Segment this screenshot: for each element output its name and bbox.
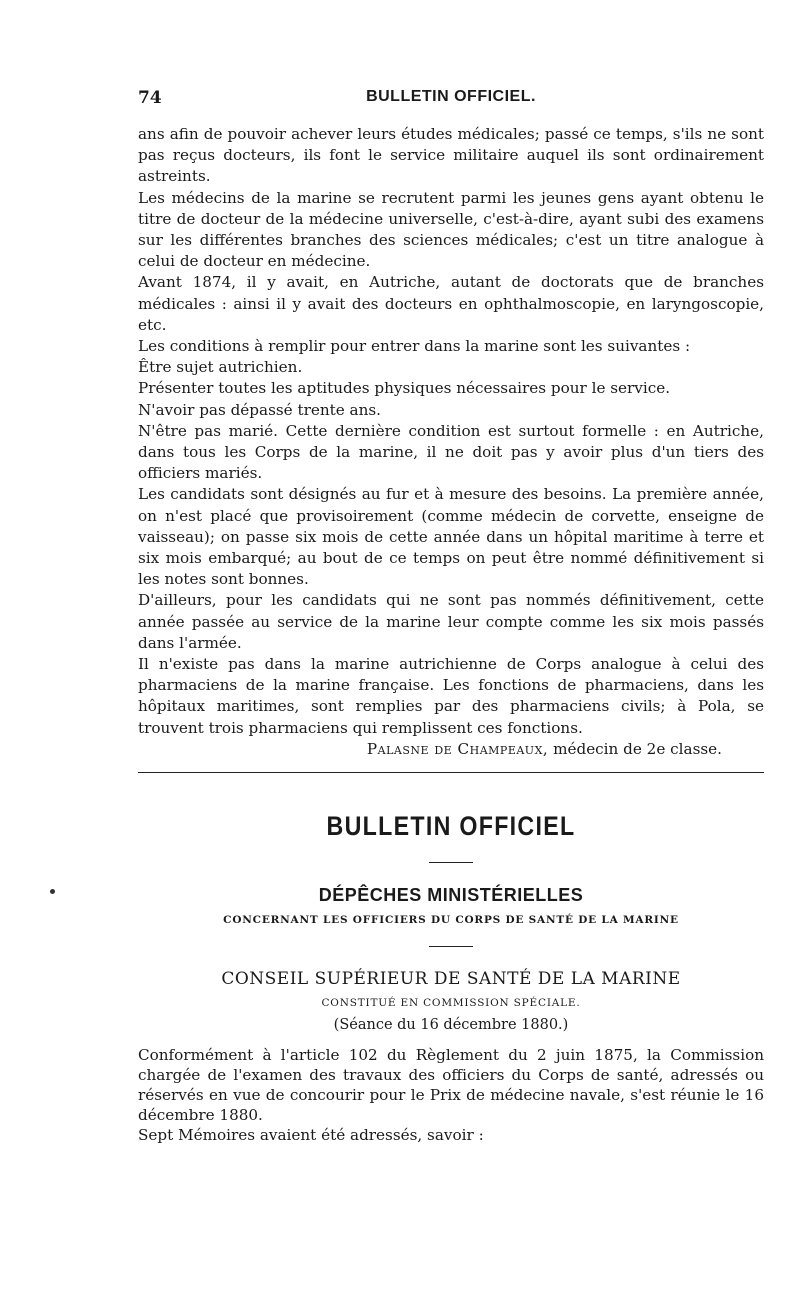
running-header (138, 88, 764, 114)
paragraph: Il n'existe pas dans la marine autrichienne de Corps analogue à celui des pharmaciens de la marine française. Les fonctions de pharmaciens, dans les hôpitaux maritimes, sont remplies par des pharmaciens civils; à Pola, se trouvent trois pharmaciens qui remplissent ces fonctions. (138, 655, 764, 737)
paragraph: Être sujet autrichien. (138, 358, 303, 377)
paragraph: Conformément à l'article 102 du Règlement du 2 juin 1875, la Commission chargée de l'examen des travaux des officiers du Corps de santé, adressés ou réservés en vue de concourir pour le Prix de médecine navale, s'est réunie le 16 décembre 1880. (138, 1045, 764, 1124)
short-divider (429, 862, 473, 863)
paragraph: Présenter toutes les aptitudes physiques nécessaires pour le service. (138, 379, 671, 398)
paragraph: N'être pas marié. Cette dernière condition est surtout formelle : en Autriche, dans tous les Corps de la marine, il ne doit pas y avoir plus d'un tiers des officiers mariés. (138, 421, 764, 483)
page-number: 74 (138, 88, 162, 108)
author-name: Palasne de Champeaux, (366, 739, 549, 758)
paragraph: Les médecins de la marine se recrutent parmi les jeunes gens ayant obtenu le titre de docteur de la médecine universelle, c'est-à-dire, ayant subi des examens sur les différentes branches des sciences médicales; c'est un titre analogue à celui de docteur en médecine. (138, 188, 764, 271)
council-title: CONSEIL SUPÉRIEUR DE SANTÉ DE LA MARINE (221, 968, 681, 989)
paragraph: D'ailleurs, pour les candidats qui ne sont pas nommés définitivement, cette année passée au service de la marine leur compte comme les six mois passés dans l'armée. (138, 591, 764, 652)
subsection-subtitle: CONCERNANT LES OFFICIERS DU CORPS DE SANTÉ DE LA MARINE (223, 913, 679, 926)
paragraph: Les candidats sont désignés au fur et à mesure des besoins. La première année, on n'est placé que provisoirement (comme médecin de corvette, enseigne de vaisseau); on passe six mois de cette année dans un hôpital maritime à terre et six mois embarqué; au bout de ce temps on peut être nommé définitivement si les notes sont bonnes. (138, 485, 764, 589)
margin-speck (50, 889, 55, 894)
section-divider (138, 772, 764, 773)
session-date: (Séance du 16 décembre 1880.) (333, 1016, 569, 1033)
running-title: BULLETIN OFFICIEL. (366, 88, 536, 105)
section-title: BULLETIN OFFICIEL (326, 810, 576, 841)
paragraph: ans afin de pouvoir achever leurs études médicales; passé ce temps, s'ils ne sont pas reçus docteurs, ils font le service militaire auquel ils sont ordinairement astreints. (138, 125, 764, 186)
paragraph: N'avoir pas dépassé trente ans. (138, 400, 381, 419)
paragraph: Les conditions à remplir pour entrer dans la marine sont les suivantes : (138, 337, 691, 356)
paragraph: Sept Mémoires avaient été adressés, savoir : (138, 1125, 484, 1144)
subsection-title: DÉPÊCHES MINISTÉRIELLES (318, 884, 584, 905)
council-body (138, 1045, 764, 1145)
document-page (138, 88, 764, 1145)
author-signature (138, 739, 764, 760)
paragraph: Avant 1874, il y avait, en Autriche, autant de doctorats que de branches médicales : ainsi il y avait des docteurs en ophthalmoscopie, en laryngoscopie, etc. (138, 273, 764, 334)
short-divider (429, 946, 473, 947)
council-subtitle: CONSTITUÉ EN COMMISSION SPÉCIALE. (321, 996, 581, 1009)
author-rank: médecin de 2e classe. (548, 739, 722, 758)
article-body (138, 124, 764, 739)
